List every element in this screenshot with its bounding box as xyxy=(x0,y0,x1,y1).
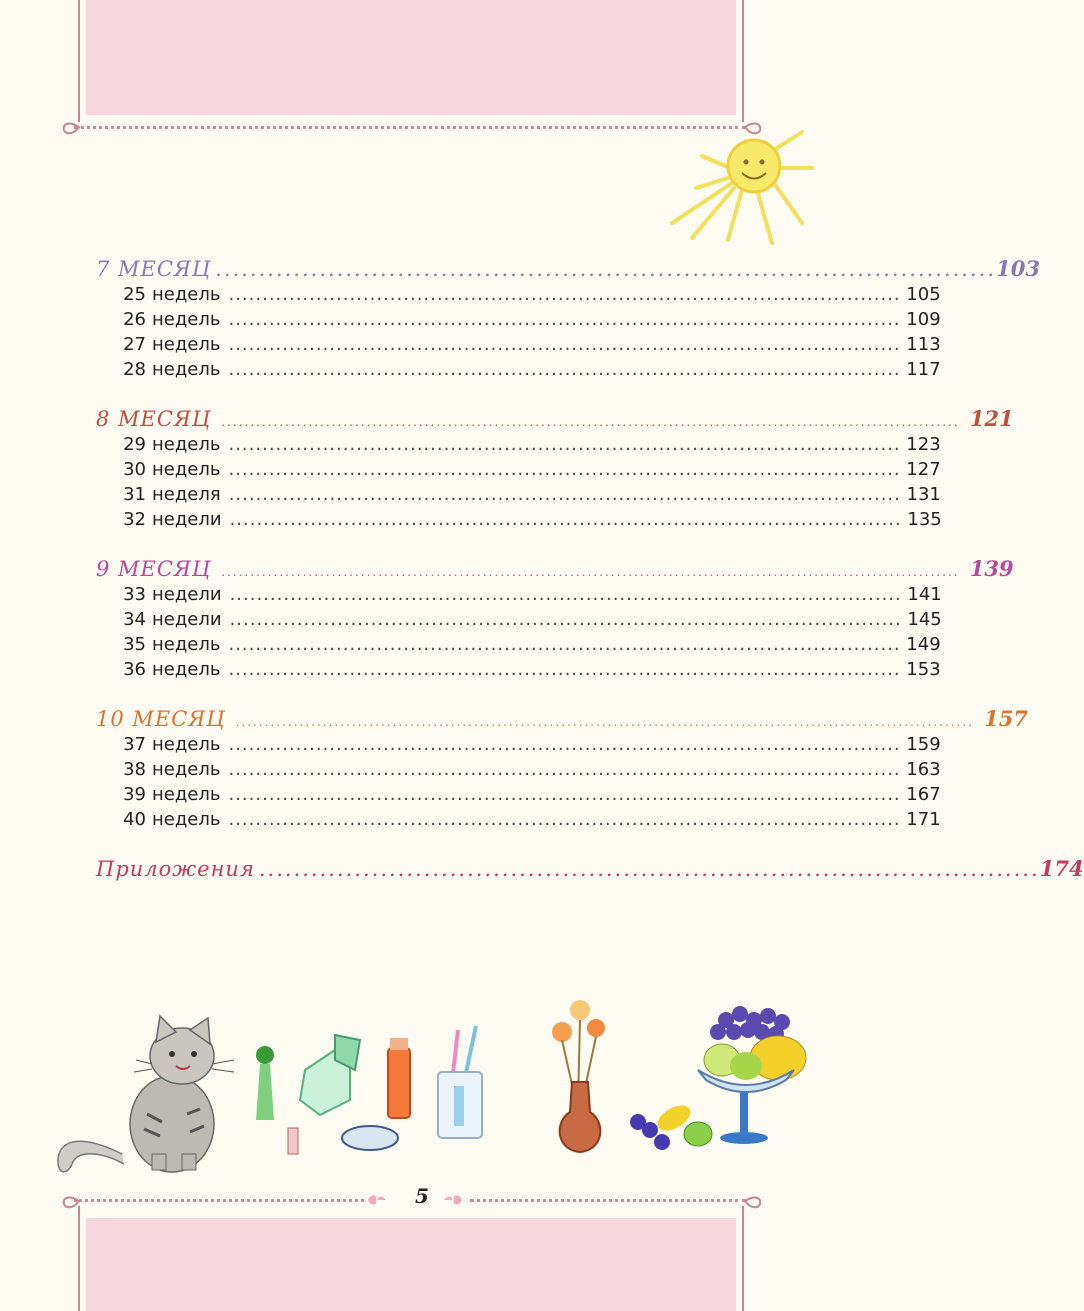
page-number: 5 xyxy=(415,1184,429,1208)
week-number: 33 xyxy=(123,584,146,605)
toc-entry[interactable] xyxy=(96,809,941,834)
entry-page: 159 xyxy=(906,734,941,755)
fruit-bowl-icon xyxy=(626,1000,816,1160)
week-label: недель xyxy=(152,659,221,680)
leader-dots: .................................................................................................... xyxy=(228,784,901,805)
entry-page: 167 xyxy=(906,784,941,805)
toc-chapter-10[interactable] xyxy=(96,706,1029,734)
chapter-title: 7 МЕСЯЦ xyxy=(96,257,212,281)
leader-dots: .................................................................................................... xyxy=(229,509,902,530)
week-label: недель xyxy=(152,284,221,305)
entry-page: 171 xyxy=(906,809,941,830)
chapter-page: 103 xyxy=(996,256,1040,281)
entry-page: 109 xyxy=(906,309,941,330)
week-number: 38 xyxy=(123,759,146,780)
toc-entry[interactable] xyxy=(96,459,941,484)
toothbrush-cup-icon xyxy=(430,1022,490,1142)
toc-entry[interactable] xyxy=(96,284,941,309)
week-number: 35 xyxy=(123,634,146,655)
week-number: 31 xyxy=(123,484,146,505)
entry-page: 127 xyxy=(906,459,941,480)
week-number: 39 xyxy=(123,784,146,805)
leader-dots: .................................................................................................... xyxy=(228,359,901,380)
leader-dots: .................................................................................................... xyxy=(228,634,901,655)
chapter-page: 121 xyxy=(969,406,1014,431)
toc-entry[interactable] xyxy=(96,634,941,659)
leader-dots: .................................................................................................... xyxy=(228,434,901,455)
week-label: недель xyxy=(152,634,221,655)
leader-dots: ............................................................................................................................... xyxy=(221,565,960,579)
frame-line-right-bottom xyxy=(742,1206,744,1311)
toc-entry[interactable] xyxy=(96,359,941,384)
toc-entry[interactable] xyxy=(96,759,941,784)
entry-page: 153 xyxy=(906,659,941,680)
header-band xyxy=(86,0,736,115)
toc-entry[interactable] xyxy=(96,509,942,534)
leader-dots: .......................................................................................... xyxy=(215,257,996,281)
toc-entry[interactable] xyxy=(96,734,941,759)
appendix-page: 174 xyxy=(1039,856,1084,881)
leader-dots: .................................................................................................... xyxy=(228,484,901,505)
bottles-icon xyxy=(250,1030,420,1160)
week-number: 26 xyxy=(123,309,146,330)
week-label: недель xyxy=(152,759,221,780)
week-number: 36 xyxy=(123,659,146,680)
leader-dots: .................................................................................................... xyxy=(229,609,902,630)
week-number: 34 xyxy=(123,609,146,630)
toc-entry[interactable] xyxy=(96,434,941,459)
week-label: недель xyxy=(152,434,221,455)
leader-dots: .................................................................................................... xyxy=(228,459,901,480)
week-number: 29 xyxy=(123,434,146,455)
toc-chapter-9[interactable] xyxy=(96,556,1014,584)
leader-dots: .................................................................................................... xyxy=(228,759,901,780)
toc-entry[interactable] xyxy=(96,484,941,509)
entry-page: 123 xyxy=(906,434,941,455)
frame-curl-icon xyxy=(60,118,84,138)
week-number: 37 xyxy=(123,734,146,755)
toc-entry[interactable] xyxy=(96,334,941,359)
week-label: недель xyxy=(152,734,221,755)
week-label: недель xyxy=(152,784,221,805)
table-of-contents xyxy=(96,256,1084,884)
cat-icon xyxy=(52,1014,247,1179)
toc-chapter-7[interactable] xyxy=(96,256,1040,284)
week-number: 25 xyxy=(123,284,146,305)
chapter-page: 157 xyxy=(984,706,1029,731)
frame-line-left-bottom xyxy=(78,1206,80,1311)
leader-dots: .................................................................................................... xyxy=(228,284,901,305)
chapter-page: 139 xyxy=(969,556,1014,581)
sun-icon xyxy=(662,128,822,248)
week-number: 27 xyxy=(123,334,146,355)
toc-entry[interactable] xyxy=(96,659,941,684)
entry-page: 149 xyxy=(906,634,941,655)
leader-dots: .......................................................................................... xyxy=(258,857,1040,881)
chapter-title: 10 МЕСЯЦ xyxy=(96,707,226,731)
week-label: недель xyxy=(152,309,221,330)
top-dotted-border xyxy=(74,126,746,129)
entry-page: 135 xyxy=(907,509,942,530)
toc-entry[interactable] xyxy=(96,584,942,609)
footer-band xyxy=(86,1218,736,1311)
entry-page: 117 xyxy=(906,359,941,380)
frame-line-right-top xyxy=(742,0,744,122)
toc-appendix[interactable] xyxy=(96,856,1084,884)
entry-page: 113 xyxy=(906,334,941,355)
week-number: 30 xyxy=(123,459,146,480)
entry-page: 131 xyxy=(906,484,941,505)
appendix-title: Приложения xyxy=(96,857,255,881)
entry-page: 163 xyxy=(906,759,941,780)
week-number: 32 xyxy=(123,509,146,530)
leader-dots: .................................................................................................... xyxy=(228,734,901,755)
leader-dots: .................................................................................................... xyxy=(228,659,901,680)
week-label: недели xyxy=(152,609,222,630)
entry-page: 145 xyxy=(907,609,942,630)
vase-flowers-icon xyxy=(540,992,620,1157)
entry-page: 105 xyxy=(906,284,941,305)
chapter-title: 8 МЕСЯЦ xyxy=(96,407,212,431)
week-number: 28 xyxy=(123,359,146,380)
leader-dots: .................................................................................................... xyxy=(228,809,901,830)
leader-dots: ............................................................................................................................... xyxy=(221,415,960,429)
leader-dots: .................................................................................................... xyxy=(228,309,901,330)
week-label: недель xyxy=(152,459,221,480)
week-label: недель xyxy=(152,334,221,355)
leader-dots: .................................................................................................... xyxy=(228,334,901,355)
toc-entry[interactable] xyxy=(96,309,941,334)
toc-entry[interactable] xyxy=(96,609,942,634)
leader-dots: .................................................................................................... xyxy=(229,584,902,605)
week-label: недель xyxy=(152,359,221,380)
entry-page: 141 xyxy=(907,584,942,605)
toc-entry[interactable] xyxy=(96,784,941,809)
week-label: недель xyxy=(152,809,221,830)
week-label: неделя xyxy=(152,484,221,505)
week-label: недели xyxy=(152,584,222,605)
frame-line-left-top xyxy=(78,0,80,122)
chapter-title: 9 МЕСЯЦ xyxy=(96,557,212,581)
week-label: недели xyxy=(152,509,222,530)
week-number: 40 xyxy=(123,809,146,830)
toc-chapter-8[interactable] xyxy=(96,406,1014,434)
leader-dots: ............................................................................................................................... xyxy=(235,715,975,729)
